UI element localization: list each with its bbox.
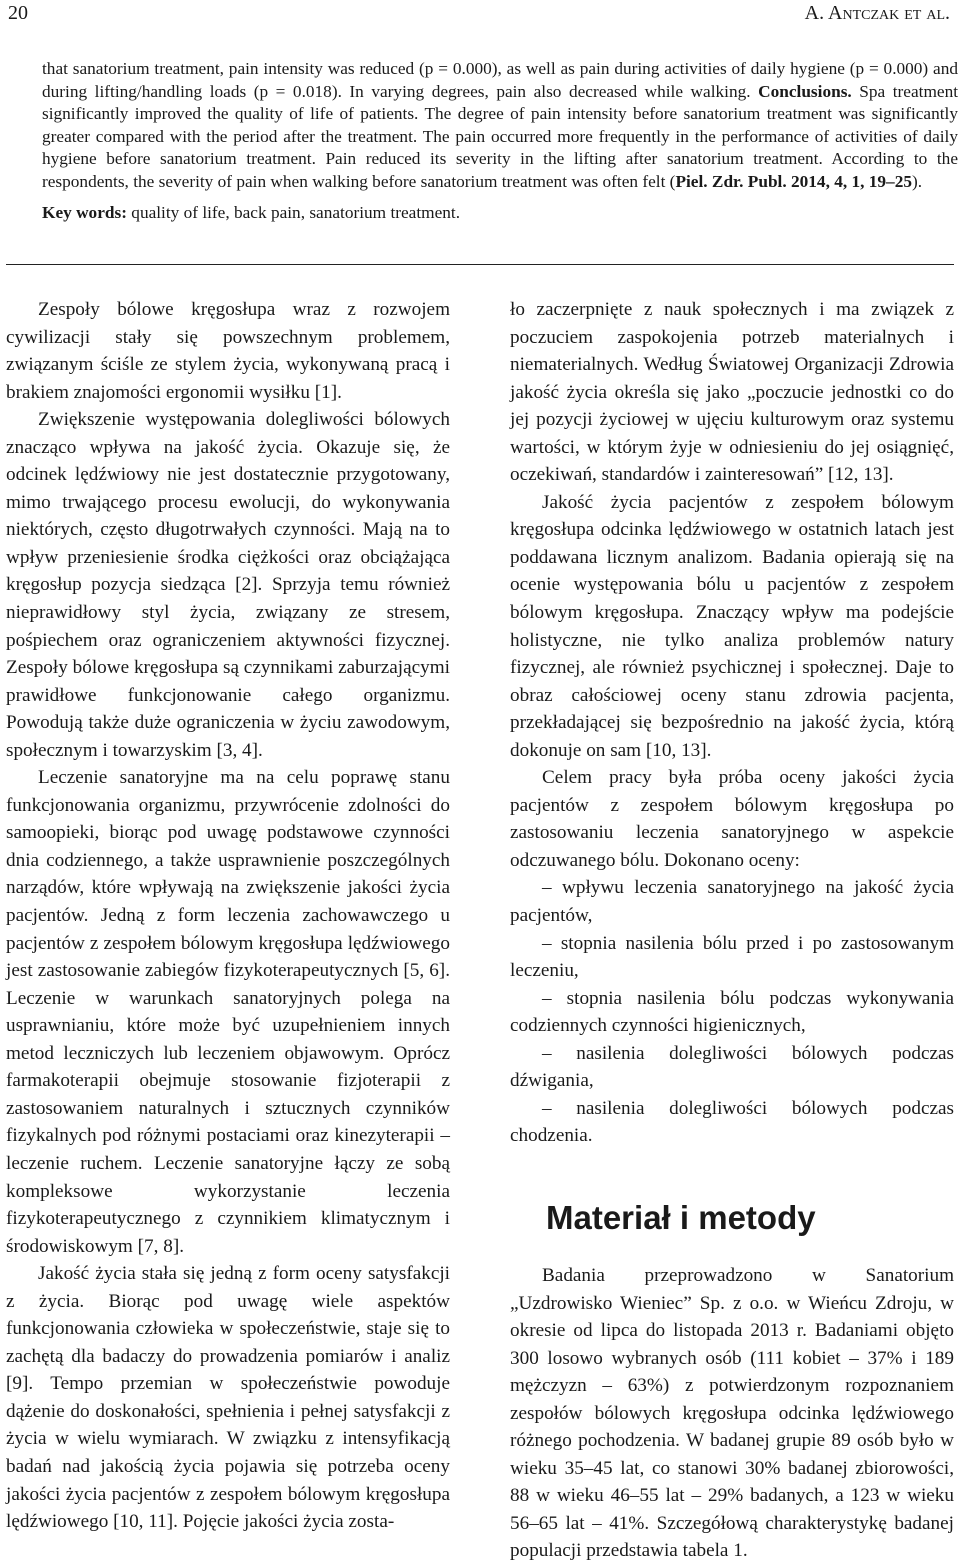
- body-paragraph: Zespoły bólowe kręgosłupa wraz z rozwojem cywilizacji stały się powszechnym problemem, związanym ściśle ze stylem życia, wykonywaną pracą i brakiem znajomości ergonomii wysiłku [1].: [6, 299, 450, 403]
- body-paragraph: Zwiększenie występowania dolegliwości bólowych znacząco wpływa na jakość życia. Okazuje się, że odcinek lędźwiowy nie jest dostatecznie przygotowany, mimo trwającego procesu ewolucji, do wykonywania niektórych, często długotrwałych czynności. Mają na to wpływ przeniesienie środka ciężkości oraz obciążająca kręgosłup pozycja siedząca [2]. Sprzyja temu również nieprawidłowy styl życia, związany ze stresem, pośpiechem oraz ograniczeniem aktywności fizycznej. Zespoły bólowe kręgosłupa są czynnikami zaburzającymi prawidłowe funkcjonowanie całego organizmu. Powodują także duże ograniczenia w życiu zawodowym, społecznym i towarzyskim [3, 4].: [6, 409, 450, 761]
- keywords: [42, 202, 958, 225]
- abstract-body: [42, 58, 958, 194]
- list-item: – stopnia nasilenia bólu przed i po zastosowanym leczeniu,: [510, 932, 954, 982]
- citation: Piel. Zdr. Publ. 2014, 4, 1, 19–25: [675, 171, 912, 191]
- list-item: – stopnia nasilenia bólu podczas wykonywania codziennych czynności higienicznych,: [510, 987, 954, 1037]
- keywords-label: Key words:: [42, 202, 127, 222]
- body-paragraph: Badania przeprowadzono w Sanatorium „Uzdrowisko Wieniec” Sp. z o.o. w Wieńcu Zdroju, w okresie od lipca do listopada 2013 r. Badaniami objęto 300 losowo wybranych osób (111 kobiet – 37% i 189 mężczyzn – 63%) z potwierdzonym rozpoznaniem zespołów bólowych kręgosłupa odcinka lędźwiowego różnego pochodzenia. W badanej grupie 89 osób było w wieku 35–45 lat, co stanowi 30% badanej zbiorowości, 88 w wieku 46–55 lat – 29% badanych, a 123 w wieku 56–65 lat – 41%. Szczegółową charakterystykę badanej populacji przedstawia tabela 1.: [510, 1264, 954, 1562]
- running-head: A. Antczak et al.: [804, 2, 950, 24]
- citation-close: ).: [911, 171, 923, 191]
- left-column: [6, 296, 450, 1536]
- body-paragraph: Leczenie sanatoryjne ma na celu poprawę stanu funkcjonowania organizmu, przywrócenie zdolności do samoopieki, biorąc pod uwagę podstawowe czynności dnia codziennego, a także usprawnienie poszczególnych narządów, które wpływają na zwiększenie jakości życia pacjentów. Jedną z form leczenia zachowawczego u pacjentów z zespołem bólowym kręgosłupa lędźwiowego jest zastosowanie zabiegów fizykoterapeutycznych [5, 6]. Leczenie w warunkach sanatoryjnych polega na usprawnianiu, które może być uzupełnieniem innych metod leczniczych lub leczeniem objawowym. Oprócz farmakoterapii obejmuje stosowanie fizjoterapii z zastosowaniem naturalnych i sztucznych czynników fizykalnych pod różnymi postaciami oraz kinezyterapii – leczenie ruchem. Leczenie sanatoryjne łączy ze sobą kompleksowe wykorzystanie leczenia fizykoterapeutycznego z czynnikiem klimatycznym i środowiskowym [7, 8].: [6, 767, 450, 1257]
- list-item: – wpływu leczenia sanatoryjnego na jakość życia pacjentów,: [510, 877, 954, 927]
- page-header: [0, 0, 960, 40]
- body-paragraph: Celem pracy była próba oceny jakości życia pacjentów z zespołem bólowym kręgosłupa po zastosowaniu leczenia sanatoryjnego w aspekcie odczuwanego bólu. Dokonano oceny:: [510, 767, 954, 871]
- conclusions-text: Spa treatment significantly improved the quality of life of patients. The degree of pain intensity before sanatorium treatment was significantly greater compared with the period after the treatment. The pain occurred more frequently in the performance of activities of daily hygiene before sanatorium treatment. Pain reduced its severity in the lifting after sanatorium treatment. According to the respondents, the severity of pain when walking before sanatorium treatment was often felt (: [42, 81, 959, 191]
- aims-list: [510, 874, 954, 1149]
- page-number: 20: [8, 2, 28, 24]
- body-paragraph: Jakość życia pacjentów z zespołem bólowym kręgosłupa odcinka lędźwiowego w ostatnich latach jest poddawana licznym analizom. Badania opierają się na ocenie występowania bólu u pacjentów z zespołem bólowym kręgosłupa. Znaczący wpływ ma podejście holistyczne, nie tylko analiza problemów natury fizycznej, ale również psychicznej i społecznej. Daje to obraz całościowej oceny stanu zdrowia pacjenta, przekładającej się bezpośrednio na jakość życia, którą dokonuje on sam [10, 13].: [510, 491, 954, 761]
- conclusions-label: Conclusions.: [758, 81, 852, 101]
- abstract: [42, 58, 958, 224]
- list-item: – nasilenia dolegliwości bólowych podczas dźwigania,: [510, 1042, 954, 1092]
- right-column: [510, 296, 954, 1565]
- keywords-text: quality of life, back pain, sanatorium treatment.: [131, 202, 461, 222]
- body-paragraph: Jakość życia stała się jedną z form oceny satysfakcji z życia. Biorąc pod uwagę wiele aspektów funkcjonowania człowieka w społeczeństwie, staje się to zachętą dla badaczy do prowadzenia pomiarów i analiz [9]. Tempo przemian w społeczeństwie powoduje dążenie do doskonałości, spełnienia i pełnej satysfakcji z życia w wielu wymiarach. W związku z intensyfikacją badań nad jakością życia pojawia się potrzeba oceny jakości życia pacjentów z zespołem bólowym kręgosłupa lędźwiowego [10, 11]. Pojęcie jakości życia zosta-: [6, 1263, 450, 1533]
- abstract-divider: [6, 264, 954, 265]
- list-item: – nasilenia dolegliwości bólowych podczas chodzenia.: [510, 1097, 954, 1147]
- body-paragraph-continuation: ło zaczerpnięte z nauk społecznych i ma związek z poczuciem zaspokojenia potrzeb materialnych i niematerialnych. Według Światowej Organizacji Zdrowia jakość życia określa się jako „poczucie jednostki co do jej pozycji życiowej w ujęciu kulturowym oraz systemu wartości, w którym żyje w odniesieniu do jej osiągnięć, oczekiwań, standardów i zainteresowań” [12, 13].: [510, 299, 954, 486]
- section-heading: Materiał i metody: [546, 1198, 816, 1236]
- abstract-results-tail: that sanatorium treatment, pain intensity was reduced (p = 0.000), as well as pain during activities of daily hygiene (p = 0.000) and during lifting/handling loads (p = 0.018). In varying degrees, pain also decreased while walking.: [42, 59, 958, 101]
